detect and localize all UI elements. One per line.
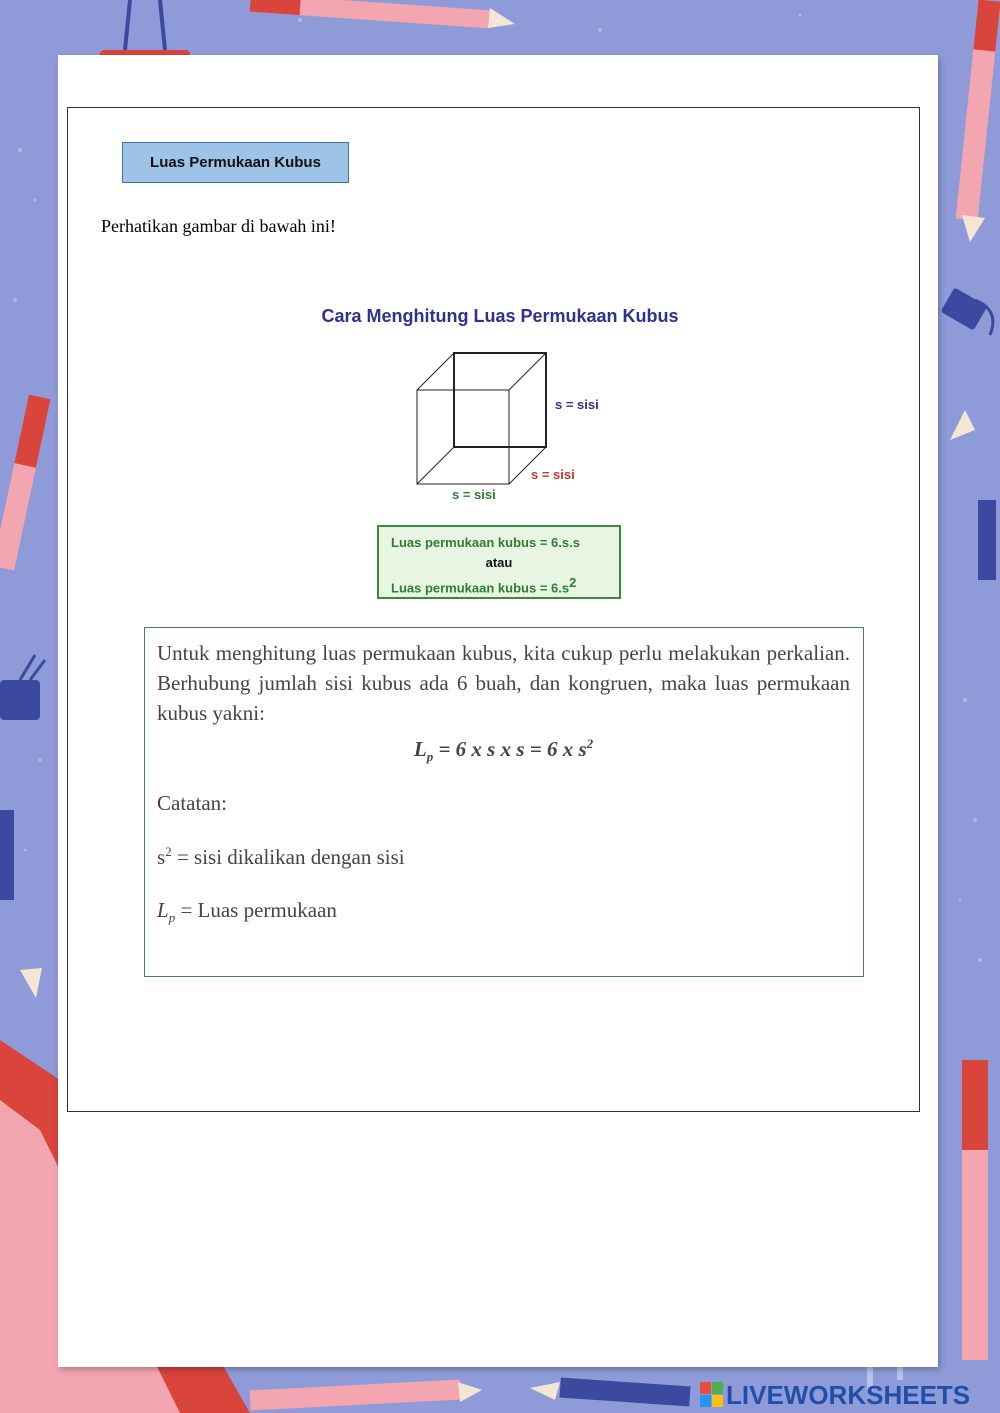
section-title: Luas Permukaan Kubus [122, 142, 349, 183]
binder-clip-icon [941, 287, 993, 335]
formula-line-1: Luas permukaan kubus = 6.s.s [391, 535, 580, 550]
label-width: s = sisi [452, 487, 496, 502]
pencil-icon [956, 0, 1000, 242]
formula-line-2: Luas permukaan kubus = $6.s^2$ [391, 575, 577, 596]
note-lp: $L_p$ = Luas permukaan [157, 898, 337, 926]
pencil-icon [950, 410, 996, 595]
explanation-box [144, 627, 864, 977]
label-depth: s = sisi [531, 467, 575, 482]
formula-box [377, 525, 621, 599]
pencil-icon [0, 810, 14, 900]
binder-clip-icon [0, 655, 45, 720]
pencil-icon [0, 395, 50, 571]
pencil-icon [250, 1377, 691, 1410]
pencil-icon [250, 0, 515, 28]
explanation-paragraph: Untuk menghitung luas permukaan kubus, kita cukup perlu melakukan perkalian. Berhubung jumlah sisi kubus ada 6 buah, dan kongruen, maka luas permukaan kubus yakni: [157, 641, 850, 725]
surface-area-equation: $L_p = 6$ x s x s = 6 x $s^2$ [413, 736, 594, 765]
note-heading: Catatan: [157, 791, 227, 816]
watermark-text: LIVEWORKSHEETS [726, 1380, 971, 1410]
label-height: s = sisi [555, 397, 599, 412]
note-s-squared: $s^2$ = sisi dikalikan dengan sisi [157, 844, 405, 870]
figure-title: Cara Menghitung Luas Permukaan Kubus [321, 306, 679, 326]
pencil-icon [962, 1060, 988, 1360]
formula-or: atau [485, 555, 513, 570]
instruction-text: Perhatikan gambar di bawah ini! [101, 216, 336, 236]
liveworksheets-logo-icon [700, 1382, 724, 1408]
